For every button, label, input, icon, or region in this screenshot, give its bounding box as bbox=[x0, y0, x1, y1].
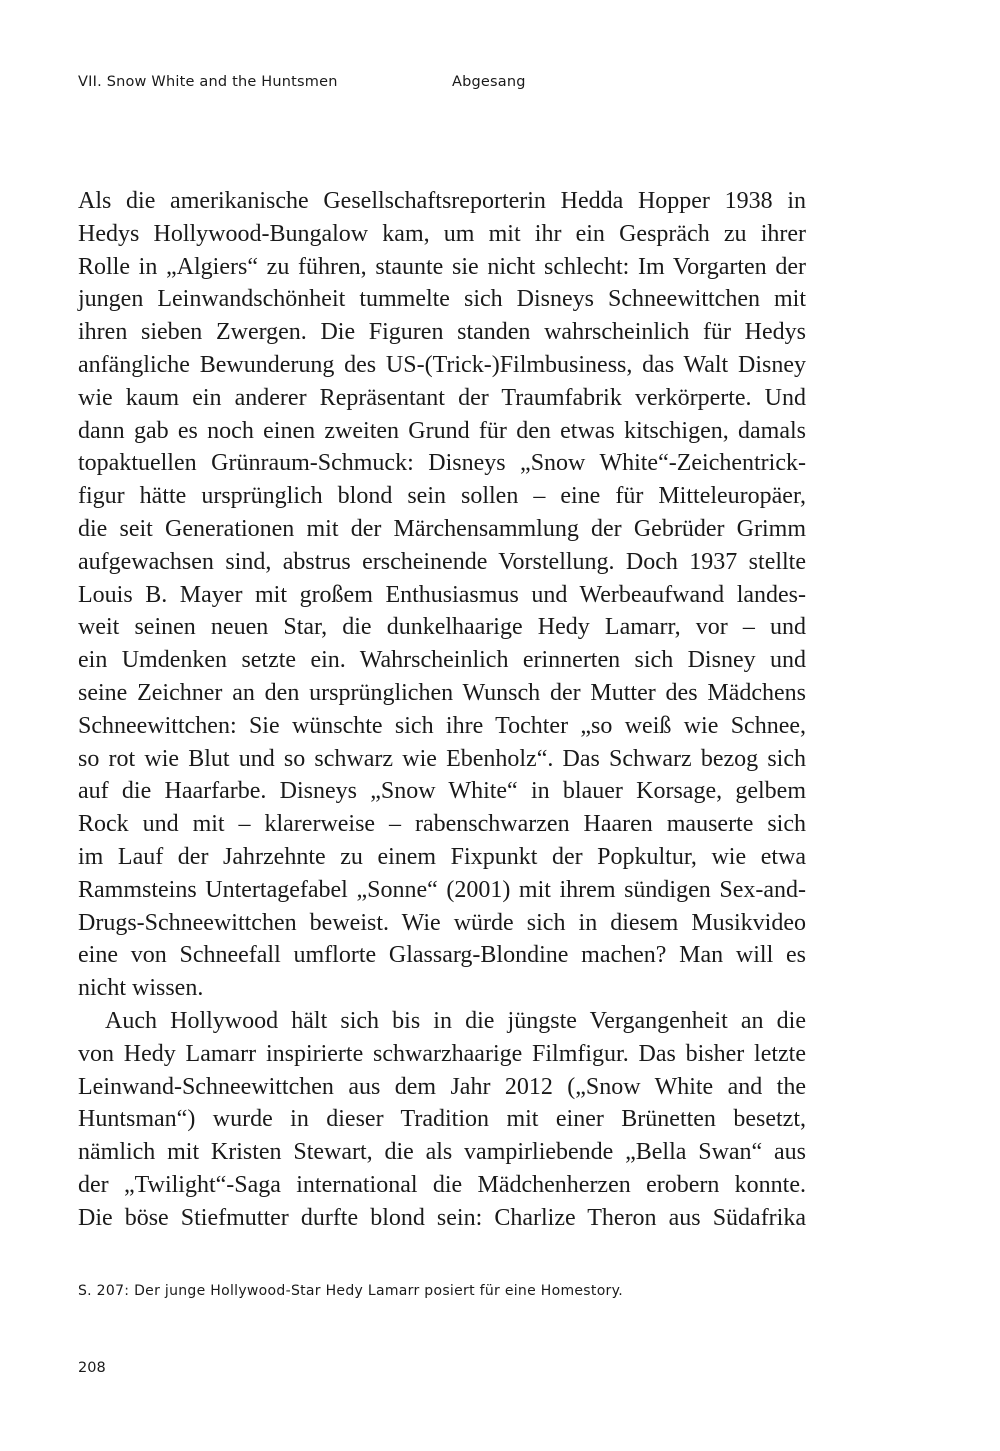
figure-caption: S. 207: Der junge Hollywood-Star Hedy Lamarr posiert für eine Homestory. bbox=[78, 1283, 623, 1299]
running-head-chapter: VII. Snow White and the Huntsmen bbox=[78, 74, 338, 90]
text-line: Huntsman“) wurde in dieser Tradition mit einer Brünetten besetzt, bbox=[78, 1106, 806, 1133]
text-line: Auch Hollywood hält sich bis in die jüngste Vergangenheit an die bbox=[105, 1007, 806, 1034]
text-line: Die böse Stiefmutter durfte blond sein: Charlize Theron aus Südafrika bbox=[78, 1204, 806, 1231]
text-line: jungen Leinwandschönheit tummelte sich Disneys Schneewittchen mit bbox=[78, 286, 806, 313]
text-line: anfängliche Bewunderung des US-(Trick-)Filmbusiness, das Walt Disney bbox=[78, 351, 806, 378]
text-line: seine Zeichner an den ursprünglichen Wunsch der Mutter des Mädchens bbox=[78, 679, 806, 706]
text-line: figur hätte ursprünglich blond sein sollen – eine für Mitteleuropäer, bbox=[78, 483, 806, 510]
text-line: Rock und mit – klarerweise – rabenschwarzen Haaren mauserte sich bbox=[78, 811, 806, 838]
text-line: ihren sieben Zwergen. Die Figuren standen wahrscheinlich für Hedys bbox=[78, 319, 806, 346]
running-head-section: Abgesang bbox=[452, 74, 526, 90]
text-line: weit seinen neuen Star, die dunkelhaarige Hedy Lamarr, vor – und bbox=[78, 614, 806, 641]
text-line: nicht wissen. bbox=[78, 975, 204, 1002]
text-line: Schneewittchen: Sie wünschte sich ihre Tochter „so weiß wie Schnee, bbox=[78, 712, 806, 739]
text-line: der „Twilight“-Saga international die Mädchenherzen erobern konnte. bbox=[78, 1171, 806, 1198]
text-line: Rolle in „Algiers“ zu führen, staunte sie nicht schlecht: Im Vorgarten der bbox=[78, 253, 806, 280]
text-line: eine von Schneefall umflorte Glassarg-Blondine machen? Man will es bbox=[78, 942, 806, 969]
text-line: wie kaum ein anderer Repräsentant der Traumfabrik verkörperte. Und bbox=[78, 384, 806, 411]
text-line: Louis B. Mayer mit großem Enthusiasmus und Werbeaufwand landes- bbox=[78, 581, 806, 608]
text-line: Leinwand-Schneewittchen aus dem Jahr 2012 („Snow White and the bbox=[78, 1073, 806, 1100]
text-line: die seit Generationen mit der Märchensammlung der Gebrüder Grimm bbox=[78, 515, 806, 542]
text-line: so rot wie Blut und so schwarz wie Ebenholz“. Das Schwarz bezog sich bbox=[78, 745, 806, 772]
text-line: auf die Haarfarbe. Disneys „Snow White“ in blauer Korsage, gelbem bbox=[78, 778, 806, 805]
text-line: topaktuellen Grünraum-Schmuck: Disneys „Snow White“-Zeichentrick- bbox=[78, 450, 806, 477]
text-line: von Hedy Lamarr inspirierte schwarzhaarige Filmfigur. Das bisher letzte bbox=[78, 1040, 806, 1067]
page-number: 208 bbox=[78, 1360, 106, 1376]
text-line: nämlich mit Kristen Stewart, die als vampirliebende „Bella Swan“ aus bbox=[78, 1139, 806, 1166]
paragraph-2 bbox=[78, 1005, 806, 1235]
text-line: Als die amerikanische Gesellschaftsreporterin Hedda Hopper 1938 in bbox=[78, 188, 806, 214]
text-line: Hedys Hollywood-Bungalow kam, um mit ihr ein Gespräch zu ihrer bbox=[78, 220, 806, 247]
paragraph-1 bbox=[78, 185, 806, 1005]
text-line: dann gab es noch einen zweiten Grund für den etwas kitschigen, damals bbox=[78, 417, 806, 444]
text-line: Drugs-Schneewittchen beweist. Wie würde sich in diesem Musikvideo bbox=[78, 909, 806, 936]
text-line: Rammsteins Untertagefabel „Sonne“ (2001) mit ihrem sündigen Sex-and- bbox=[78, 876, 806, 903]
text-line: aufgewachsen sind, abstrus erscheinende Vorstellung. Doch 1937 stellte bbox=[78, 548, 806, 575]
body-text bbox=[78, 185, 806, 1235]
text-line: ein Umdenken setzte ein. Wahrscheinlich erinnerten sich Disney und bbox=[78, 647, 806, 674]
text-line: im Lauf der Jahrzehnte zu einem Fixpunkt der Popkultur, wie etwa bbox=[78, 843, 806, 870]
